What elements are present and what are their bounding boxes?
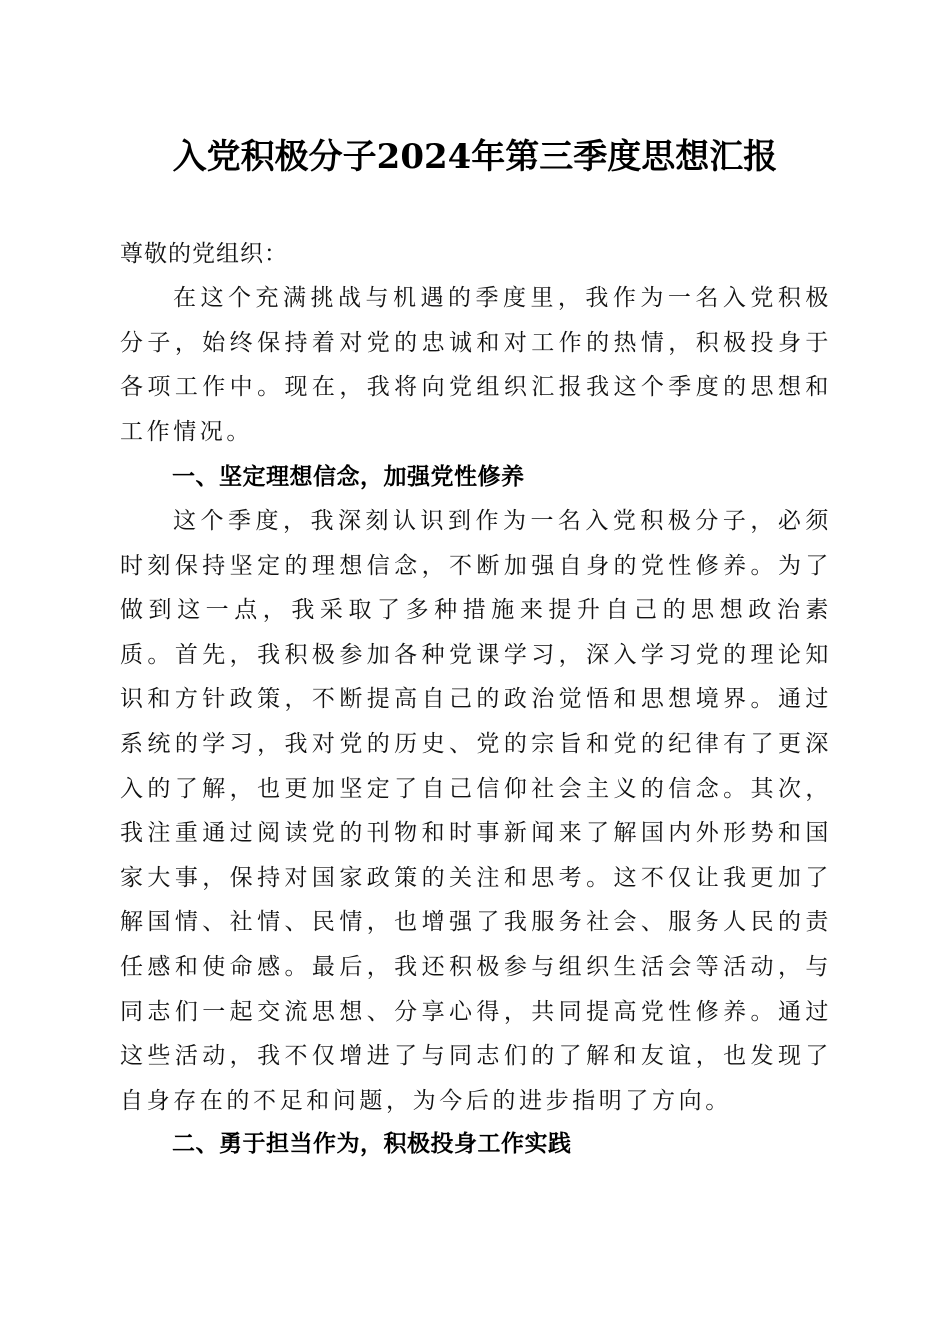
section-heading-2: 二、勇于担当作为，积极投身工作实践	[172, 1131, 572, 1157]
intro-paragraph: 在这个充满挑战与机遇的季度里，我作为一名入党积极分子，始终保持着对党的忠诚和对工作的热情，积极投身于各项工作中。现在，我将向党组织汇报我这个季度的思想和工作情况。	[120, 285, 832, 445]
document-title: 入党积极分子2024年第三季度思想汇报	[172, 137, 778, 177]
section-1-paragraph: 这个季度，我深刻认识到作为一名入党积极分子，必须时刻保持坚定的理想信念，不断加强自身的党性修养。为了做到这一点，我采取了多种措施来提升自己的思想政治素质。首先，我积极参加各种党课学习，深入学习党的理论知识和方针政策，不断提高自己的政治觉悟和思想境界。通过系统的学习，我对党的历史、党的宗旨和党的纪律有了更深入的了解，也更加坚定了自己信仰社会主义的信念。其次，我注重通过阅读党的刊物和时事新闻来了解国内外形势和国家大事，保持对国家政策的关注和思考。这不仅让我更加了解国情、社情、民情，也增强了我服务社会、服务人民的责任感和使命感。最后，我还积极参与组织生活会等活动，与同志们一起交流思想、分享心得，共同提高党性修养。通过这些活动，我不仅增进了与同志们的了解和友谊，也发现了自身存在的不足和问题，为今后的进步指明了方向。	[120, 508, 832, 1114]
section-heading-1: 一、坚定理想信念，加强党性修养	[172, 464, 525, 490]
salutation: 尊敬的党组织：	[120, 241, 288, 267]
